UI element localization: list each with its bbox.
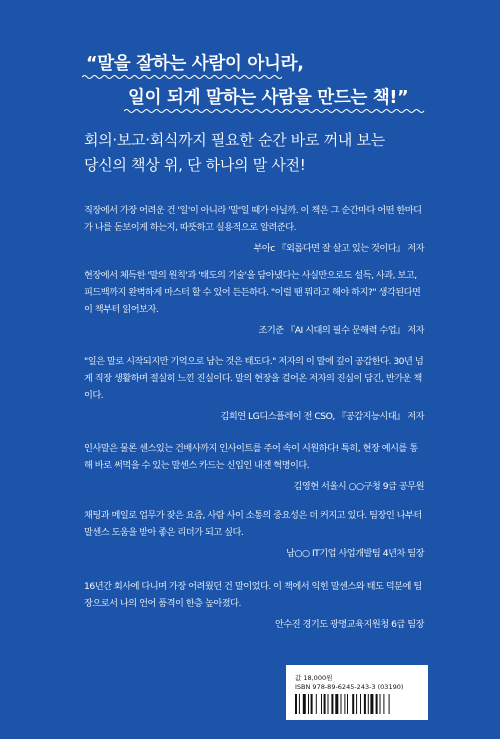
headline-line-2: 일이 되게 말하는 사람을 만드는 책!” bbox=[128, 88, 409, 108]
review-block bbox=[84, 353, 424, 425]
headline-line-1: “말을 잘하는 사람이 아니라, bbox=[86, 54, 304, 74]
isbn-label: ISBN 978-89-6245-243-3 (03190) bbox=[295, 683, 404, 691]
subheadline-line-1: 회의·보고·회식까지 필요한 순간 바로 꺼내 보는 bbox=[84, 131, 385, 149]
subheadline-line-2: 당신의 책상 위, 단 하나의 말 사전! bbox=[84, 156, 306, 174]
wavy-underline-2 bbox=[124, 108, 426, 114]
review-author: 부아c 『외롭다면 잘 살고 있는 것이다』 저자 bbox=[253, 243, 424, 254]
review-block bbox=[84, 440, 424, 495]
barcode-box bbox=[286, 665, 428, 720]
barcode-icon bbox=[295, 694, 419, 714]
review-block bbox=[84, 578, 424, 633]
review-quote: 16년간 회사에 다니며 가장 어려웠던 건 말이었다. 이 책에서 익힌 말센스와 태도 덕분에 팀장으로서 나의 언어 품격이 한층 높아졌다. bbox=[84, 581, 422, 609]
review-block bbox=[84, 507, 424, 562]
wavy-underline-1 bbox=[82, 74, 284, 80]
review-block bbox=[84, 202, 424, 257]
subheadline bbox=[84, 128, 484, 178]
review-quote: 직장에서 가장 어려운 건 '일'이 아니라 '말'일 때가 아닐까. 이 책은 그 순간마다 어떤 한마디가 나를 돋보이게 하는지, 따뜻하고 실용적으로 알려준다. bbox=[84, 205, 422, 233]
review-author: 남○○ IT기업 사업개발팀 4년차 팀장 bbox=[286, 548, 424, 559]
review-author: 김희연 LG디스플레이 전 CSO, 『공감지능시대』 저자 bbox=[220, 411, 424, 422]
price-label: 값 18,000원 bbox=[295, 674, 333, 682]
review-quote: 현장에서 체득한 '말의 원칙'과 '태도의 기술'을 담아냈다는 사실만으로도 설득, 사과, 보고, 피드백까지 완벽하게 마스터 할 수 있어 든든하다. "이럴 땐 뭐라고 해야 하지?" 생각된다면 이 책부터 읽어보자. bbox=[84, 270, 421, 315]
review-quote: "일은 말로 시작되지만 기억으로 남는 것은 태도다." 저자의 이 말에 깊이 공감한다. 30년 넘게 직장 생활하며 절실히 느낀 진실이다. 말의 현장을 걸어온 저자의 진심이 담긴, 반가운 책이다. bbox=[84, 356, 424, 401]
review-quote: 인사말은 물론 센스있는 건배사까지 인사이트를 주어 속이 시원하다! 특히, 현장 예시를 통해 바로 써먹을 수 있는 말센스 카드는 신입인 내겐 혁명이다. bbox=[84, 443, 418, 471]
review-block bbox=[84, 267, 424, 339]
review-author: 조기준 『AI 시대의 필수 문해력 수업』 저자 bbox=[258, 325, 424, 336]
review-quote: 채팅과 메일로 업무가 잦은 요즘, 사람 사이 소통의 중요성은 더 커지고 있다. 팀장인 나부터 말센스 도움을 받아 좋은 리더가 되고 싶다. bbox=[84, 510, 422, 538]
review-author: 김영현 서울시 ○○구청 9급 공무원 bbox=[293, 481, 424, 492]
review-author: 안수진 경기도 광명교육지원청 6급 팀장 bbox=[274, 619, 424, 630]
